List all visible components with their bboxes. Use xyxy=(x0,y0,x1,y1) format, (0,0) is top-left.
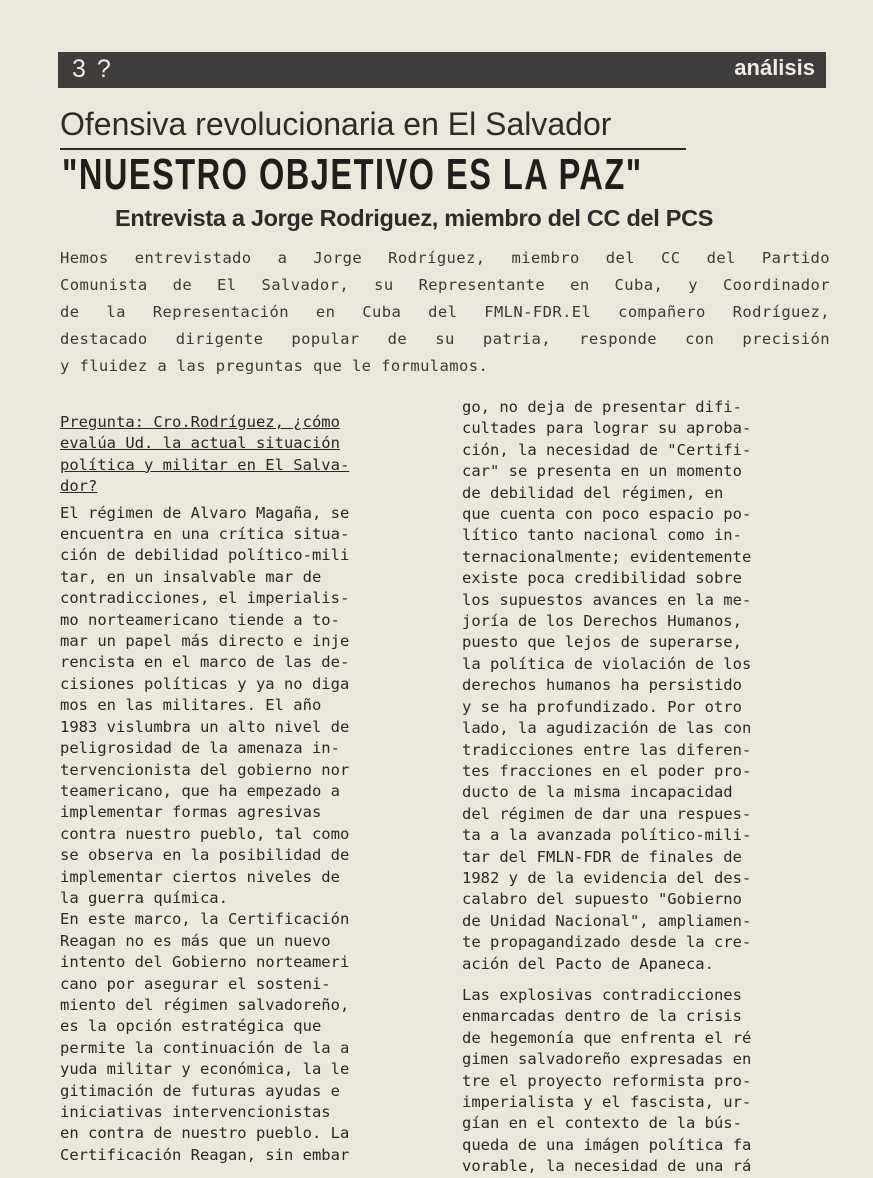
page-number: 3 ? xyxy=(72,55,113,83)
text-line: contra nuestro pueblo, tal como xyxy=(60,824,350,843)
text-line: del régimen de dar una respues- xyxy=(462,804,752,823)
text-line: tar, en un insalvable mar de xyxy=(60,567,322,586)
text-line: calabro del supuesto "Gobierno xyxy=(462,890,742,909)
question xyxy=(60,412,432,498)
text-line: tervencionista del gobierno nor xyxy=(60,760,350,779)
text-line: y se ha profundizado. Por otro xyxy=(462,697,742,716)
text-line: gían en el contexto de la bús- xyxy=(462,1114,742,1133)
text-line: en contra de nuestro pueblo. La xyxy=(60,1124,350,1143)
text-line: Reagan no es más que un nuevo xyxy=(60,931,331,950)
text-line: implementar ciertos niveles de xyxy=(60,867,340,886)
text-line: es la opción estratégica que xyxy=(60,1017,322,1036)
article-kicker: Ofensiva revolucionaria en El Salvador xyxy=(60,106,612,142)
text-line: ternacionalmente; evidentemente xyxy=(462,547,752,566)
text-line: teamericano, que ha empezado a xyxy=(60,781,340,800)
article-headline: "NUESTRO OBJETIVO ES LA PAZ" xyxy=(62,150,643,199)
text-line: tes fracciones en el poder pro- xyxy=(462,761,752,780)
answer-continuation xyxy=(462,397,834,975)
text-line: iniciativas intervencionistas xyxy=(60,1103,331,1121)
text-line: El régimen de Alvaro Magaña, se xyxy=(60,503,350,522)
text-line: gimen salvadoreño expresadas en xyxy=(462,1050,752,1069)
text-line: rencista en el marco de las de- xyxy=(60,653,350,672)
text-line: joría de los Derechos Humanos, xyxy=(462,612,742,631)
text-line: enmarcadas dentro de la crisis xyxy=(462,1007,742,1026)
text-line: go, no deja de presentar difi- xyxy=(462,398,742,416)
intro-line: Comunista de El Salvador, su Representante en Cuba, y Coordinador xyxy=(60,276,830,294)
text-line: existe poca credibilidad sobre xyxy=(462,569,742,588)
article-subtitle: Entrevista a Jorge Rodriguez, miembro del CC del PCS xyxy=(115,205,714,231)
intro-line: destacado dirigente popular de su patria, responde con precisión xyxy=(60,330,830,348)
text-line: peligrosidad de la amenaza in- xyxy=(60,739,340,758)
text-line: tre el proyecto reformista pro- xyxy=(462,1071,752,1090)
text-line: implementar formas agresivas xyxy=(60,803,322,822)
intro-paragraph xyxy=(60,245,830,380)
text-line: mos en las militares. El año xyxy=(60,696,322,715)
text-line: la política de violación de los xyxy=(462,654,752,673)
text-line: lítico tanto nacional como in- xyxy=(462,526,742,545)
header-bar xyxy=(58,52,826,88)
text-line: vorable, la necesidad de una rá xyxy=(462,1157,752,1176)
text-line: gitimación de futuras ayudas e xyxy=(60,1081,340,1100)
text-line: los supuestos avances en la me- xyxy=(462,590,752,609)
text-line: de hegemonía que enfrenta el ré xyxy=(462,1028,752,1047)
section-label: análisis xyxy=(734,55,815,80)
text-line: permite la continuación de la a xyxy=(60,1038,350,1057)
intro-line: de la Representación en Cuba del FMLN-FDR.El compañero Rodríguez, xyxy=(60,303,830,321)
text-line: ción, la necesidad de "Certifi- xyxy=(462,440,752,459)
text-line: cano por asegurar el sosteni- xyxy=(60,974,331,993)
answer-paragraph-2 xyxy=(462,985,834,1178)
text-line: cisiones políticas y ya no diga xyxy=(60,674,350,693)
text-line: encuentra en una crítica situa- xyxy=(60,525,350,544)
text-line: ta a la avanzada político-mili- xyxy=(462,826,752,845)
question-line: Pregunta: Cro.Rodríguez, ¿cómo xyxy=(60,413,340,431)
text-line: 1982 y de la evidencia del des- xyxy=(462,868,752,887)
text-line: de debilidad del régimen, en xyxy=(462,483,724,502)
text-line: miento del régimen salvadoreño, xyxy=(60,995,350,1014)
text-line: tar del FMLN-FDR de finales de xyxy=(462,847,742,866)
text-line: mo norteamericano tiende a to- xyxy=(60,610,340,629)
text-line: que cuenta con poco espacio po- xyxy=(462,505,752,524)
text-line: tradicciones entre las diferen- xyxy=(462,740,752,759)
text-line: lado, la agudización de las con xyxy=(462,719,752,738)
text-line: mar un papel más directo e inje xyxy=(60,632,350,651)
text-line: car" se presenta en un momento xyxy=(462,462,742,481)
text-line: Certificación Reagan, sin embar xyxy=(60,1145,350,1164)
text-line: de Unidad Nacional", ampliamen- xyxy=(462,911,752,930)
intro-line: Hemos entrevistado a Jorge Rodríguez, miembro del CC del Partido xyxy=(60,249,830,267)
intro-line: y fluidez a las preguntas que le formulamos. xyxy=(60,357,489,375)
left-column xyxy=(60,412,432,1166)
question-line: política y militar en El Salva- xyxy=(60,455,350,474)
question-line: evalúa Ud. la actual situación xyxy=(60,434,340,453)
text-line: En este marco, la Certificación xyxy=(60,910,350,929)
text-line: te propagandizado desde la cre- xyxy=(462,933,752,952)
text-line: Las explosivas contradicciones xyxy=(462,985,742,1004)
text-line: cultades para lograr su aproba- xyxy=(462,419,752,438)
text-line: contradicciones, el imperialis- xyxy=(60,589,350,608)
text-line: imperialista y el fascista, ur- xyxy=(462,1093,752,1111)
text-line: puesto que lejos de superarse, xyxy=(462,633,742,652)
text-line: ducto de la misma incapacidad xyxy=(462,783,733,802)
text-line: ación del Pacto de Apaneca. xyxy=(462,954,714,973)
text-line: yuda militar y económica, la le xyxy=(60,1060,350,1079)
question-line: dor? xyxy=(60,477,98,496)
text-line: ción de debilidad político-mili xyxy=(60,546,350,565)
text-line: se observa en la posibilidad de xyxy=(60,846,350,865)
text-line: la guerra química. xyxy=(60,888,228,907)
text-line: 1983 vislumbra un alto nivel de xyxy=(60,717,350,736)
text-line: derechos humanos ha persistido xyxy=(462,676,742,695)
text-line: queda de una imágen política fa xyxy=(462,1135,752,1154)
answer-body xyxy=(60,503,432,1167)
right-column xyxy=(462,397,834,1178)
text-line: intento del Gobierno norteameri xyxy=(60,953,350,972)
